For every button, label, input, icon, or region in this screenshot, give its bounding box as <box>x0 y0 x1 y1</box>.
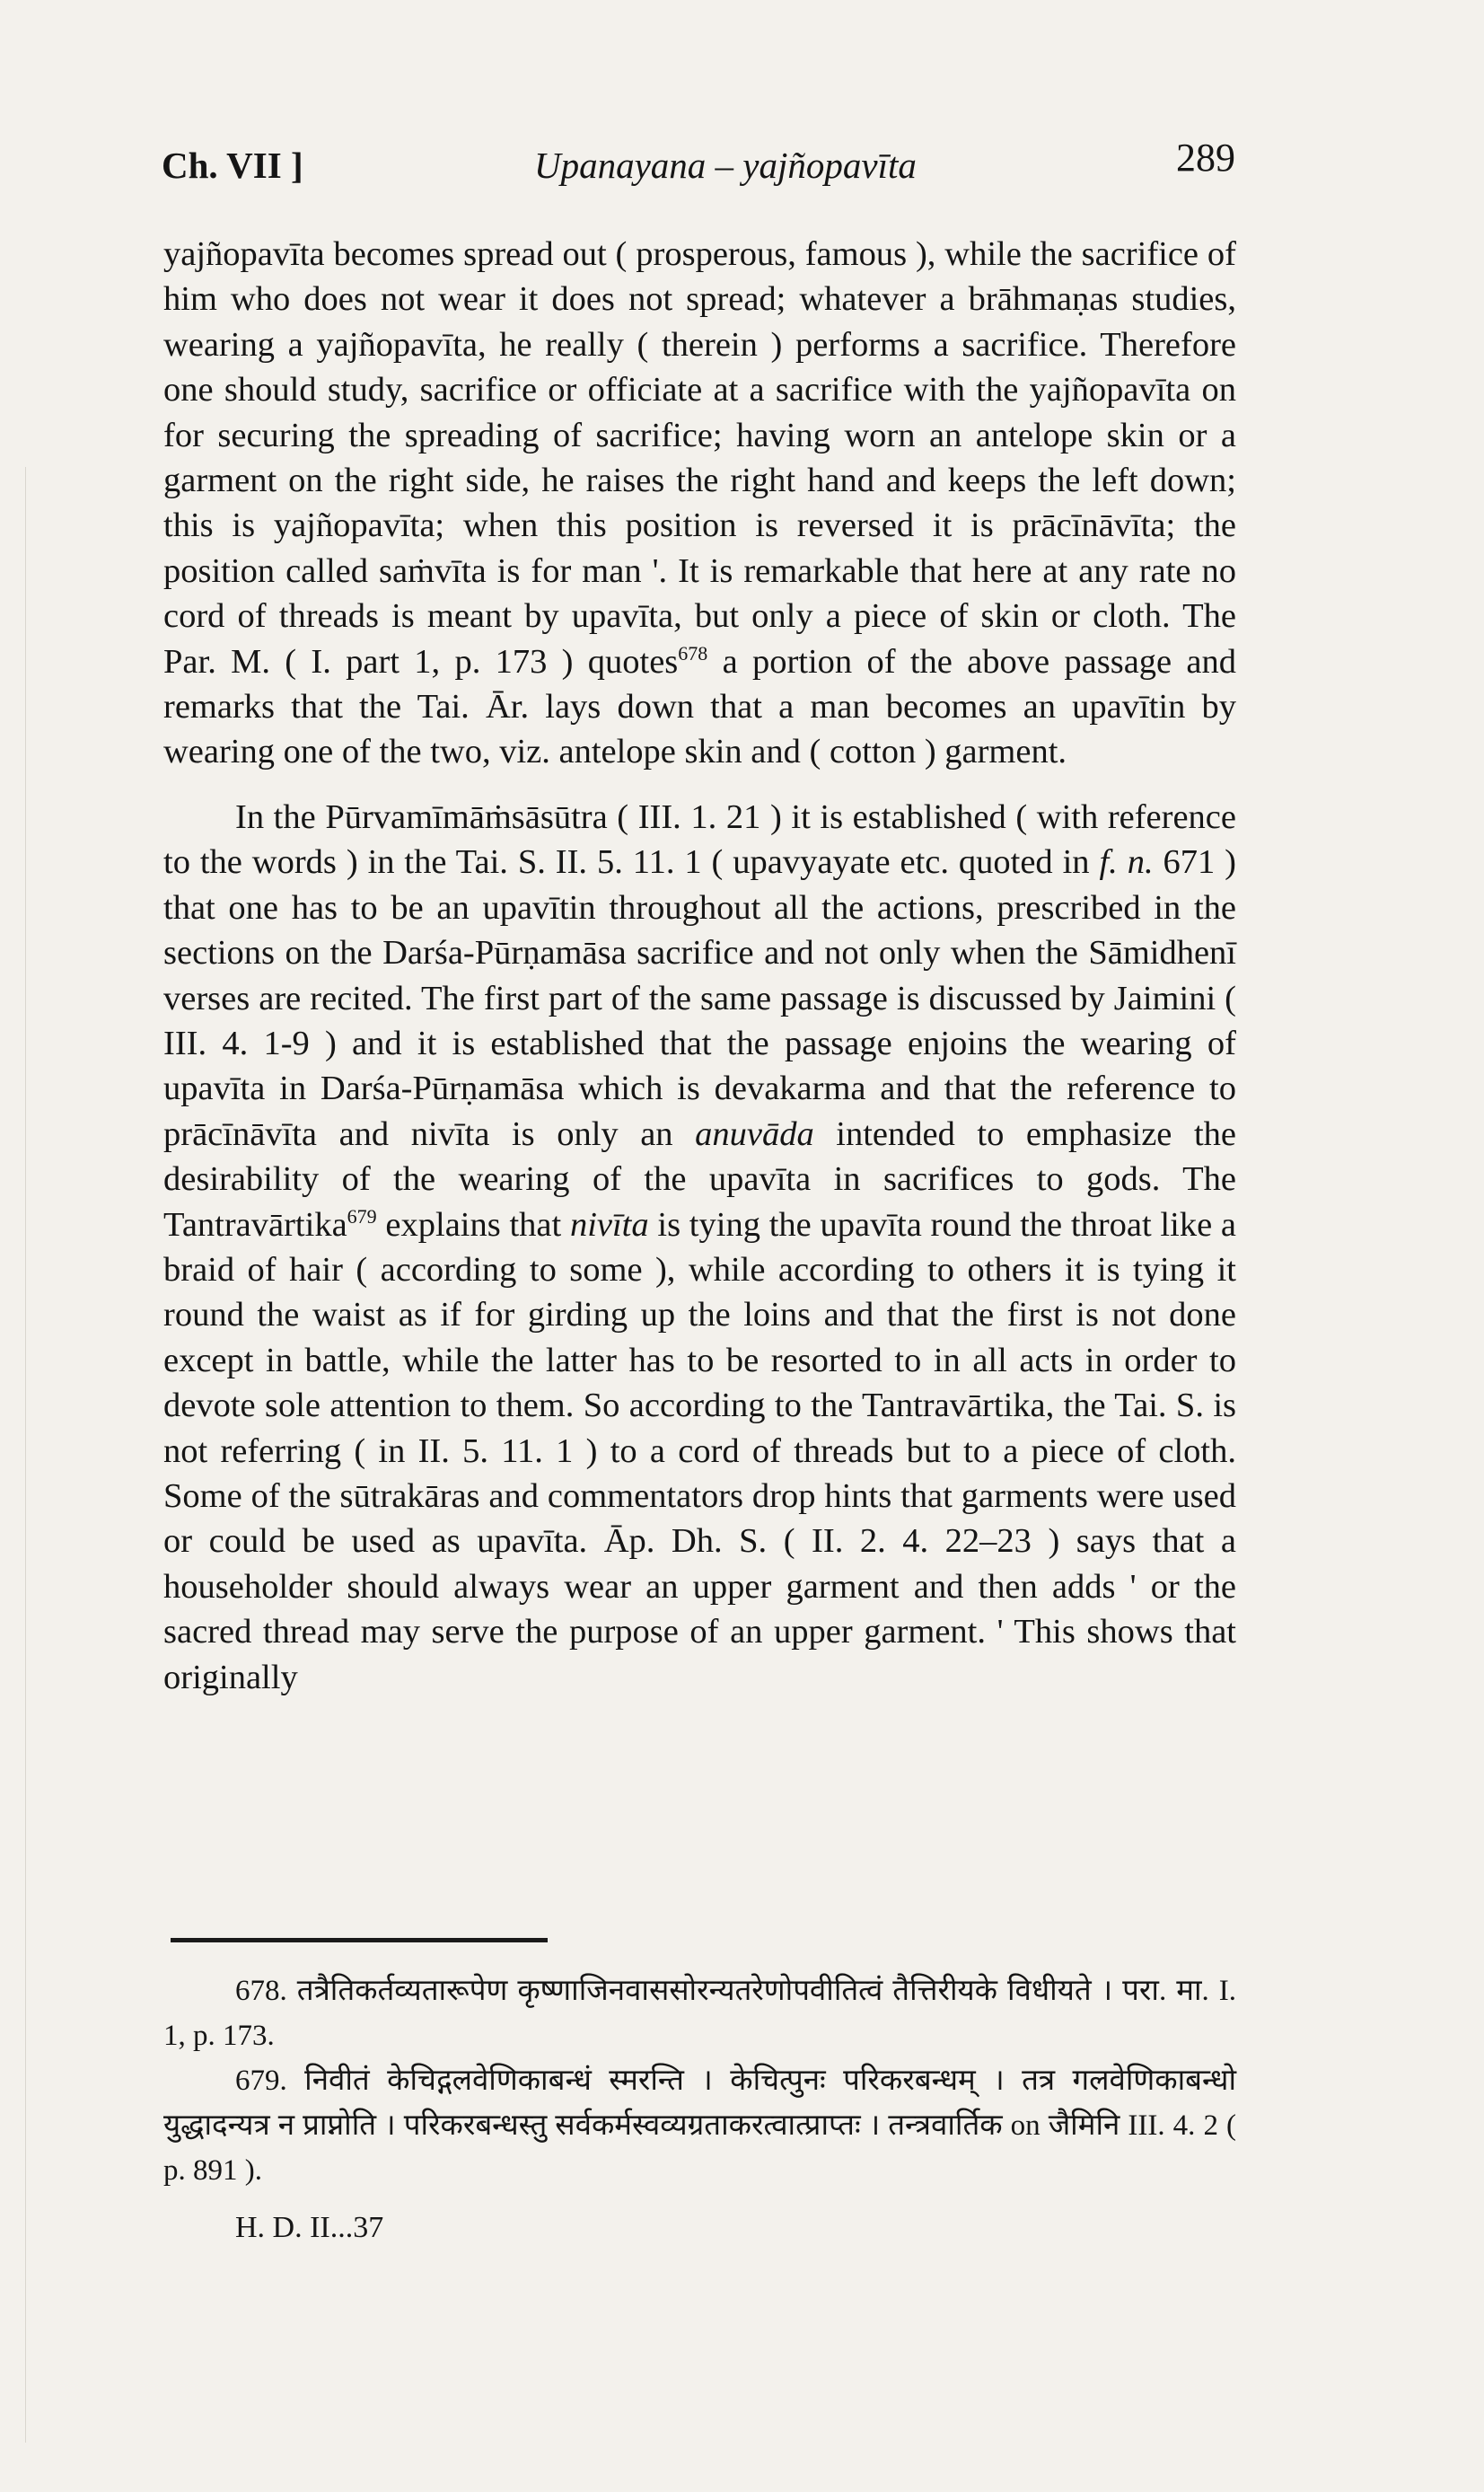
footnote-678: 678. तत्रैतिकर्तव्यतारूपेण कृष्णाजिनवाससोरन्यतरेणोपवीतित्वं तैत्तिरीयके विधीयते । परा. मा. I. 1, p. 173. <box>163 1975 1236 2052</box>
page-number: 289 <box>1176 136 1235 180</box>
paragraph-1 <box>163 232 1236 775</box>
running-header <box>162 135 1239 198</box>
paragraph-1-text: yajñopavīta becomes spread out ( prosperous, famous ), while the sacrifice of him who does not wear it does not spread; whatever a brāhmaṇas studies, wearing a yajñopavīta, he really ( therein ) performs a sacrifice. Therefore one should study, sacrifice or officiate at a sacrifice with the yajñopavīta on for securing the spreading of sacrifice; having worn an antelope skin or a garment on the right side, he raises the right hand and keeps the left down; this is yajñopavīta; when this position is reversed it is prācīnāvīta; the position called saṁvīta is for man '. It is remarkable that here at any rate no cord of threads is meant by upavīta, but only a piece of skin or cloth. The Par. M. ( I. part 1, p. 173 ) quotes <box>163 235 1236 681</box>
footnote-divider <box>171 1938 548 1942</box>
footnote-ref-679: 679 <box>347 1204 377 1228</box>
footnotes <box>163 1968 1236 2250</box>
paragraph-1-tail: a portion of the above passage and remarks that the Tai. Ār. lays down that a man becomes an upavītin by wearing one of the two, viz. antelope skin and ( cotton ) garment. <box>163 642 1237 771</box>
footnote-679: 679. निवीतं केचिद्गलवेणिकाबन्धं स्मरन्ति । केचित्पुनः परिकरबन्धम् । तत्र गलवेणिकाबन्धो युद्धादन्यत्र न प्राप्नोति । परिकरबन्धस्तु सर्वकर्मस्वव्यग्रताकरत्वात्प्राप्तः । तन्त्रवार्तिक on जैमिनि III. 4. 2 ( p. 891 ). <box>163 2065 1236 2187</box>
signature-mark: H. D. II...37 <box>235 2211 384 2244</box>
paragraph-2-text-c: intended to emphasize the desirability of the wearing of the upavīta in sacrifices to gods. The Tantravārtika <box>163 1114 1236 1244</box>
paragraph-2-text-e: is tying the upavīta round the throat like a braid of hair ( according to some ), while according to others it is tying it round the waist as if for girding up the loins and that the first is not done except in battle, while the latter has to be resorted to in all acts in order to devote sole attention to them. So according to the Tantravārtika, the Tai. S. is not referring ( in II. 5. 11. 1 ) to a cord of threads but to a piece of cloth. Some of the sūtrakāras and commentators drop hints that garments were used or could be used as upavīta. Āp. Dh. S. ( II. 2. 4. 22–23 ) says that a householder should always wear an upper garment and then adds ' or the sacred thread may serve the purpose of an upper garment. ' This shows that originally <box>163 1205 1236 1696</box>
paragraph-2-text-b: 671 ) that one has to be an upavītin throughout all the actions, prescribed in the sections on the Darśa-Pūrṇamāsa sacrifice and not only when the Sāmidhenī verses are recited. The first part of the same passage is discussed by Jaimini ( III. 4. 1-9 ) and it is established that the passage enjoins the wearing of upavīta in Darśa-Pūrṇamāsa which is devakarma and that the reference to prācīnāvīta and nivīta is only an <box>163 843 1236 1153</box>
paragraph-2 <box>163 795 1236 1700</box>
chapter-label: Ch. VII ] <box>162 145 303 186</box>
footnote-ref-678: 678 <box>678 641 708 665</box>
term-nivita: nivīta <box>569 1205 649 1244</box>
running-title: Upanayana – yajñopavīta <box>534 145 917 186</box>
paragraph-2-text-a: In the Pūrvamīmāṁsāsūtra ( III. 1. 21 ) it is established ( with reference to the words ) in the Tai. S. II. 5. 11. 1 ( upavyayate etc. quoted in <box>163 797 1236 882</box>
margin-line <box>25 467 26 2443</box>
paragraph-2-text-d: explains that <box>376 1205 570 1244</box>
fn-abbrev: f. n. <box>1099 843 1154 882</box>
main-text <box>163 232 1236 1700</box>
term-anuvada: anuvāda <box>695 1114 814 1153</box>
